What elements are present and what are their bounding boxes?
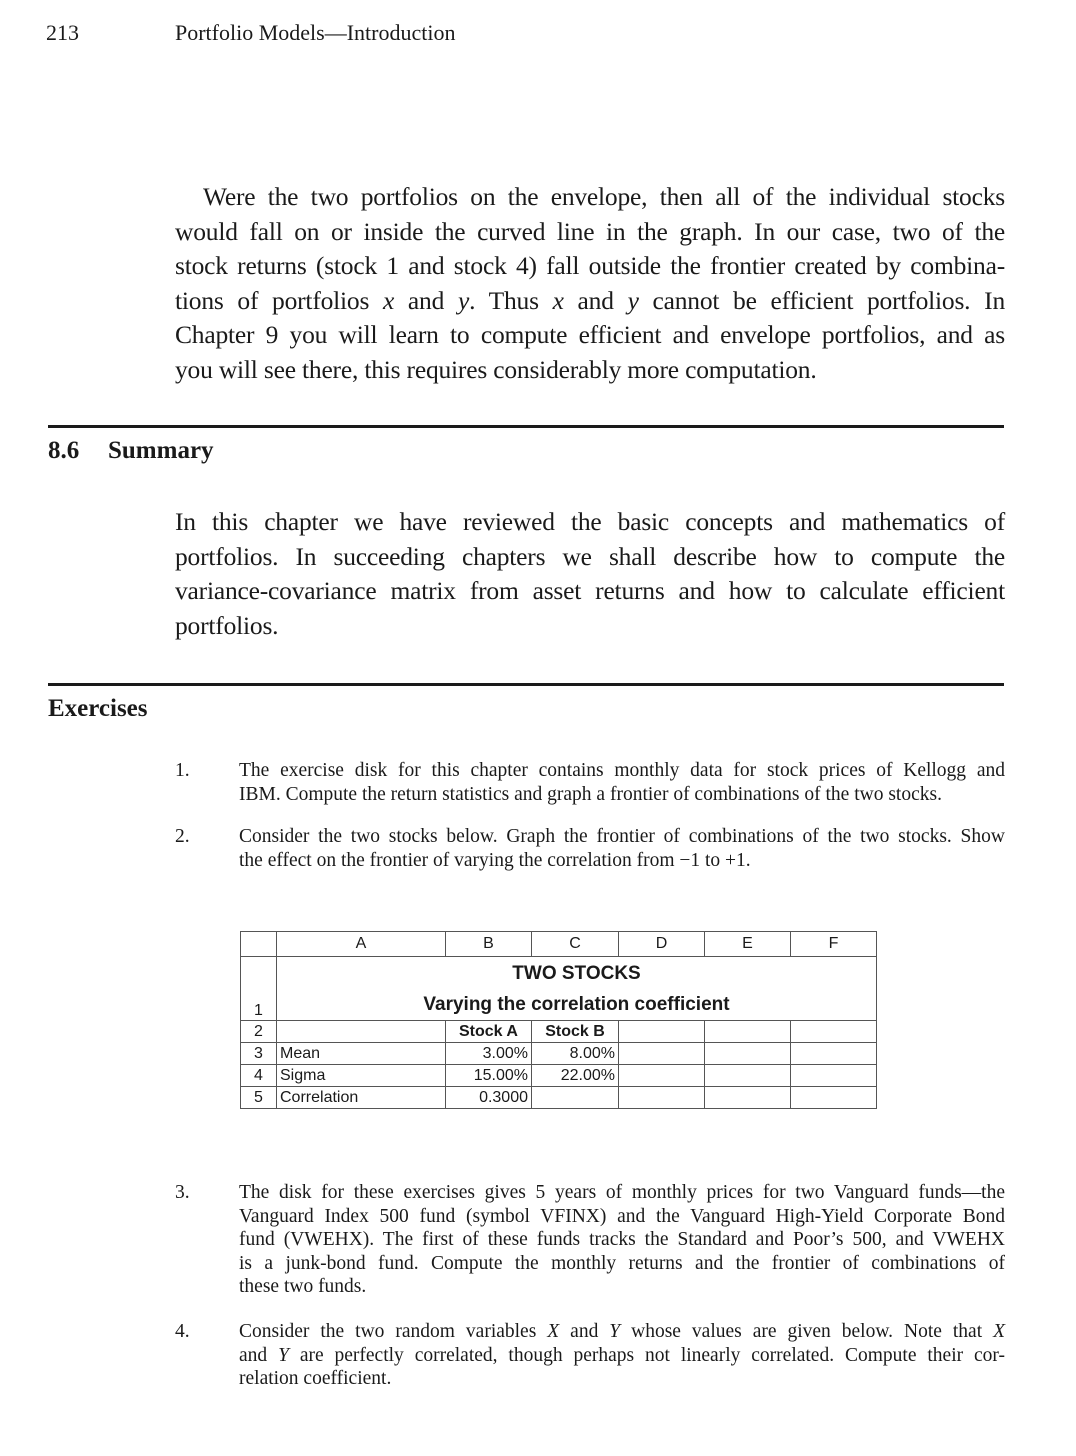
table-cell: 0.3000 (446, 1087, 532, 1109)
section-heading-summary (48, 437, 214, 465)
column-header-c: C (532, 932, 619, 957)
exercise-line: relation coefficient. (239, 1368, 392, 1389)
row-header: 4 (241, 1065, 277, 1087)
table-cell (619, 1087, 705, 1109)
table-row (241, 1043, 877, 1065)
exercise-number: 2. (175, 826, 190, 847)
exercise-line: is a junk-bond fund. Compute the monthly returns and the frontier of combinations of (239, 1252, 1005, 1274)
spreadsheet-table (240, 931, 877, 1109)
table-cell (532, 1087, 619, 1109)
table-row (241, 1065, 877, 1087)
section-divider (48, 683, 1004, 686)
paragraph-line: variance-covariance matrix from asset returns and how to calculate efficient (175, 576, 1005, 605)
page-number: 213 (46, 20, 79, 45)
paragraph-line: would fall on or inside the curved line in the graph. In our case, two of the (175, 216, 1005, 246)
table-cell (619, 1065, 705, 1087)
sheet-title-cell (277, 957, 877, 1021)
table-cell (791, 1065, 877, 1087)
table-cell (619, 1043, 705, 1065)
table-cell (705, 1087, 791, 1109)
page-header (0, 20, 1076, 50)
column-header-a: A (277, 932, 446, 957)
table-cell (277, 1021, 446, 1043)
table-cell (619, 1021, 705, 1043)
table-cell (705, 1043, 791, 1065)
section-title: Summary (108, 437, 214, 464)
row-header: 2 (241, 1021, 277, 1043)
exercise-line: Consider the two random variables X and Y whose values are given below. Note that X (239, 1321, 1005, 1342)
exercise-line: The disk for these exercises gives 5 years of monthly prices for two Vanguard funds—the (239, 1182, 1005, 1203)
section-divider (48, 425, 1004, 428)
paragraph-line: tions of portfolios x and y. Thus x and y cannot be efficient portfolios. In (175, 285, 1005, 315)
section-heading-exercises (48, 695, 148, 723)
exercise-line: these two funds. (239, 1276, 367, 1297)
paragraph-line: Were the two portfolios on the envelope, then all of the individual stocks (203, 182, 1005, 211)
table-row (241, 1087, 877, 1109)
exercise-number: 1. (175, 760, 190, 781)
exercise-line: fund (VWEHX). The first of these funds tracks the Standard and Poor’s 500, and VWEHX (239, 1229, 1005, 1250)
column-header-f: F (791, 932, 877, 957)
table-cell: 8.00% (532, 1043, 619, 1065)
paragraph-line: portfolios. In succeeding chapters we shall describe how to compute the (175, 541, 1005, 571)
corner-cell (241, 932, 277, 957)
exercise-number: 3. (175, 1182, 190, 1203)
table-cell: 15.00% (446, 1065, 532, 1087)
table-cell (705, 1065, 791, 1087)
table-cell (791, 1043, 877, 1065)
paragraph-line: portfolios. (175, 610, 279, 640)
column-header-d: D (619, 932, 705, 957)
summary-paragraph (175, 505, 1005, 643)
sheet-subtitle: Varying the correlation coefficient (423, 993, 730, 1015)
column-header-e: E (705, 932, 791, 957)
table-cell: Correlation (277, 1087, 446, 1109)
table-cell (791, 1021, 877, 1043)
section-title: Exercises (48, 695, 148, 722)
table-row (241, 957, 877, 1021)
table-cell: Sigma (277, 1065, 446, 1087)
table-row (241, 1021, 877, 1043)
sheet-title: TWO STOCKS (512, 962, 641, 984)
running-title: Portfolio Models—Introduction (175, 20, 456, 45)
table-cell (705, 1021, 791, 1043)
paragraph-line: you will see there, this requires considerably more computation. (175, 354, 817, 384)
section-number: 8.6 (48, 437, 80, 464)
table-cell: 22.00% (532, 1065, 619, 1087)
table-cell (791, 1087, 877, 1109)
exercise-line: Consider the two stocks below. Graph the frontier of combinations of the two stocks. Show (239, 826, 1005, 847)
row-header: 3 (241, 1043, 277, 1065)
paragraph-line: stock returns (stock 1 and stock 4) fall outside the frontier created by combina- (175, 251, 1005, 280)
column-header-b: B (446, 932, 532, 957)
table-cell: Stock B (532, 1021, 619, 1043)
paragraph-line: In this chapter we have reviewed the basic concepts and mathematics of (175, 507, 1005, 536)
exercise-line: the effect on the frontier of varying the correlation from −1 to +1. (239, 849, 751, 871)
row-header: 5 (241, 1087, 277, 1109)
exercise-line: IBM. Compute the return statistics and graph a frontier of combinations of the two stocks. (239, 783, 942, 805)
paragraph-line: Chapter 9 you will learn to compute efficient and envelope portfolios, and as (175, 320, 1005, 349)
table-cell: Stock A (446, 1021, 532, 1043)
row-header: 1 (241, 957, 277, 1021)
intro-paragraph (175, 180, 1005, 387)
exercise-line: The exercise disk for this chapter contains monthly data for stock prices of Kellogg and (239, 760, 1005, 781)
column-header-row (241, 932, 877, 957)
exercise-line: Vanguard Index 500 fund (symbol VFINX) and the Vanguard High-Yield Corporate Bond (239, 1205, 1005, 1227)
exercise-line: and Y are perfectly correlated, though perhaps not linearly correlated. Compute their cor- (239, 1344, 1006, 1366)
exercise-number: 4. (175, 1321, 190, 1342)
table-cell: Mean (277, 1043, 446, 1065)
table-cell: 3.00% (446, 1043, 532, 1065)
